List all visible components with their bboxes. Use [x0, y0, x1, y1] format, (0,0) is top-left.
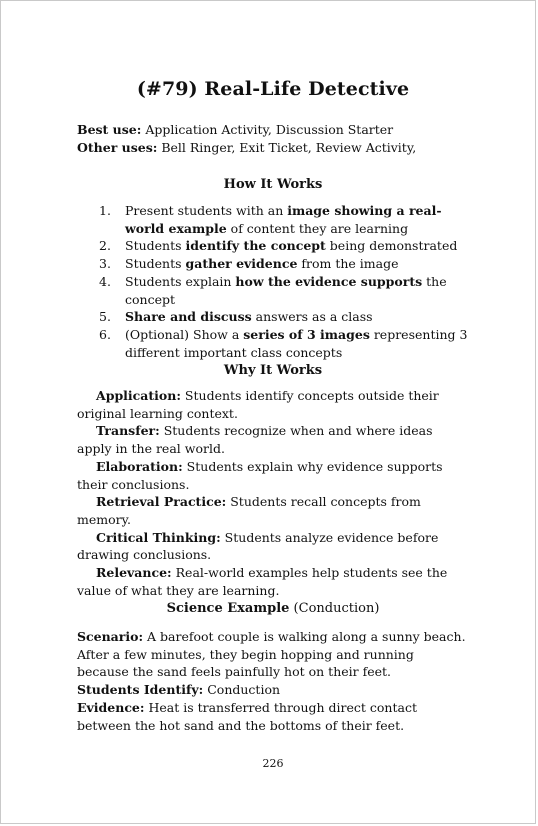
step-text: representing 3 different important class concepts [125, 326, 468, 360]
term-text: Students identify concepts outside their original learning context. [77, 388, 439, 421]
list-item [77, 273, 469, 308]
list-item [77, 202, 469, 237]
science-example-body [77, 628, 469, 734]
scenario-text: A barefoot couple is walking along a sunny beach. After a few minutes, they begin hopping and running because the sand feels painfully hot on their feet. [77, 629, 466, 680]
how-it-works-heading: How It Works [223, 177, 323, 192]
other-uses-line [77, 139, 416, 157]
step-emphasis: how the evidence supports [235, 273, 423, 289]
list-item [77, 387, 469, 422]
step-emphasis: image showing a real-world example [125, 203, 442, 236]
step-text: from the image [297, 256, 399, 272]
list-item [77, 422, 469, 457]
term-label: Transfer: [96, 423, 160, 439]
why-it-works-heading: Why It Works [223, 363, 323, 378]
best-use-value: Application Activity, Discussion Starter [141, 122, 394, 137]
term-label: Elaboration: [96, 458, 183, 474]
step-text: the concept [125, 273, 447, 307]
term-label: Relevance: [96, 565, 172, 581]
example-heading-bold: Science Example [166, 601, 290, 616]
step-text: Students [125, 256, 186, 272]
page-title: (#79) Real-Life Detective [136, 78, 410, 100]
step-number: 4. [99, 273, 111, 289]
step-emphasis: identify the concept [185, 238, 326, 254]
identify-label: Students Identify: [77, 682, 204, 698]
step-emphasis: series of 3 images [243, 326, 370, 342]
evidence-text: Heat is transferred through direct contact between the hot sand and the bottoms of their feet. [77, 699, 417, 733]
step-text: answers as a class [251, 309, 373, 325]
term-text: Students recall concepts from memory. [77, 494, 421, 527]
list-item [77, 529, 469, 564]
list-item [77, 237, 469, 255]
step-emphasis: gather evidence [185, 256, 298, 272]
list-item [77, 255, 469, 273]
page-number: 226 [262, 757, 284, 770]
term-text: Students recognize when and where ideas apply in the real world. [77, 423, 433, 457]
other-uses-label: Other uses: [77, 140, 158, 155]
term-label: Retrieval Practice: [96, 494, 227, 510]
scenario-paragraph [77, 628, 469, 681]
step-number: 1. [99, 203, 111, 218]
evidence-paragraph [77, 699, 469, 734]
step-text: of content they are learning [226, 220, 409, 236]
step-number: 2. [99, 238, 111, 254]
list-item [77, 326, 469, 361]
step-text: Present students with an [125, 203, 288, 218]
step-number: 6. [99, 326, 111, 342]
term-label: Critical Thinking: [96, 529, 221, 545]
step-emphasis: Share and discuss [125, 309, 252, 325]
other-uses-value: Bell Ringer, Exit Ticket, Review Activity, [157, 140, 417, 155]
scenario-label: Scenario: [77, 629, 144, 644]
why-it-works-list [77, 387, 469, 599]
step-text: Students [125, 238, 186, 254]
identify-text: Conduction [203, 682, 281, 698]
term-text: Students analyze evidence before drawing conclusions. [77, 529, 439, 563]
term-label: Application: [96, 388, 181, 403]
science-example-heading [77, 600, 469, 618]
best-use-line [77, 121, 416, 139]
step-text: Students explain [125, 273, 236, 289]
term-text: Students explain why evidence supports their conclusions. [77, 458, 443, 492]
example-heading-normal: (Conduction) [289, 601, 380, 616]
step-number: 5. [99, 309, 111, 325]
step-text: (Optional) Show a [125, 326, 244, 342]
list-item [77, 308, 469, 326]
step-text: being demonstrated [325, 238, 458, 254]
list-item [77, 493, 469, 528]
term-text: Real-world examples help students see the value of what they are learning. [77, 565, 448, 598]
identify-paragraph [77, 681, 469, 699]
evidence-label: Evidence: [77, 699, 145, 715]
list-item [77, 458, 469, 493]
uses-block [77, 121, 416, 157]
step-number: 3. [99, 256, 111, 272]
best-use-label: Best use: [77, 122, 142, 137]
list-item [77, 564, 469, 599]
how-it-works-list [77, 202, 469, 361]
